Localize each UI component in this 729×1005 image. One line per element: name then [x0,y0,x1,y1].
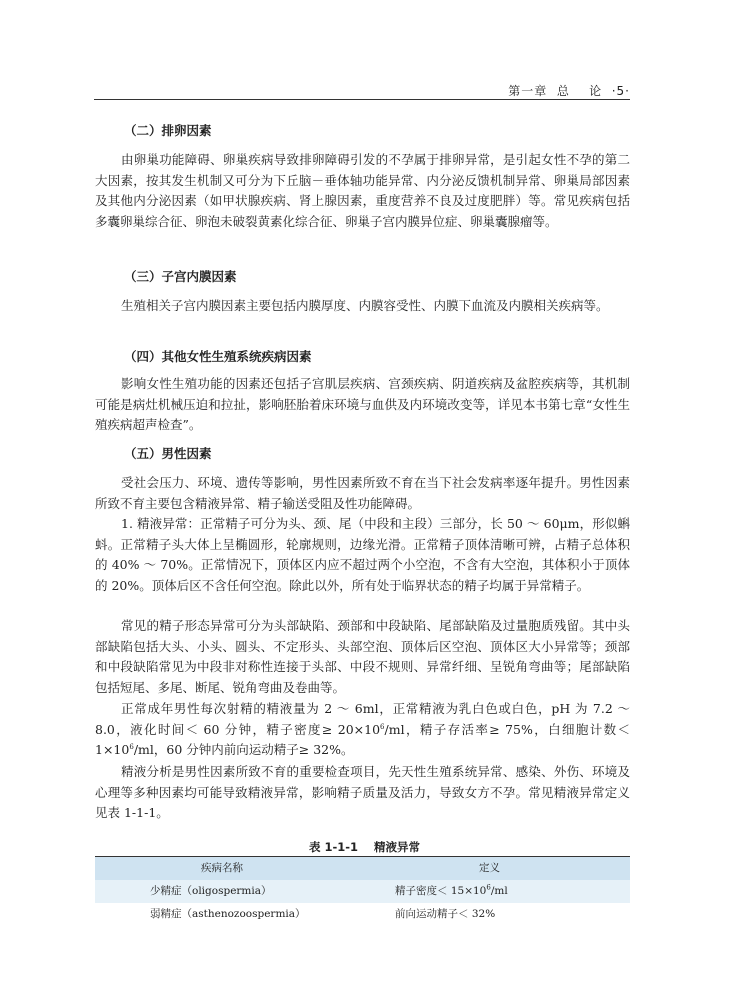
definition-text-a: 精子密度＜ 15×10 [395,885,487,897]
table-cell-definition [395,903,495,926]
paragraph-ovulation: 由卵巢功能障碍、卵巢疾病导致排卵障碍引发的不孕属于排卵异常，是引起女性不孕的第二大因素，按其发生机制又可分为下丘脑－垂体轴功能异常、内分泌反馈机制异常、卵巢局部因素及其他内分泌因素（如甲状腺疾病、肾上腺因素，重度营养不良及过度肥胖）等。常见疾病包括多囊卵巢综合征、卵泡未破裂黄素化综合征、卵巢子宫内膜异位症、卵巢囊腺瘤等。 [95,152,630,229]
paragraph-other-female: 影响女性生殖功能的因素还包括子宫肌层疾病、宫颈疾病、阴道疾病及盆腔疾病等，其机制可能是病灶机械压迫和拉扯，影响胚胎着床环境与血供及内环境改变等，详见本书第七章“女性生殖疾病超声检查”。 [95,376,630,433]
normal-semen-sup-2: 6 [129,743,134,752]
paragraph-semen-abnormality: 1. 精液异常：正常精子可分为头、颈、尾（中段和主段）三部分，长 50 ～ 60μm，形似蝌蚪。正常精子头大体上呈椭圆形，轮廓规则，边缘光滑。正常精子顶体清晰可辨，占精子总体积的 40% ～ 70%。正常情况下，顶体区内应不超过两个小空泡，不含有大空泡，其体积小于顶体的 20%。顶体后区不含任何空泡。除此以外，所有处于临界状态的精子均属于异常精子。 [95,516,630,593]
table-cell-name: 少精症（oligospermia） [150,885,272,897]
definition-sup: 6 [486,883,491,892]
paragraph-sperm-morphology: 常见的精子形态异常可分为头部缺陷、颈部和中段缺陷、尾部缺陷及过量胞质残留。其中头部缺陷包括大头、小头、圆头、不定形头、头部空泡、顶体后区空泡、顶体区大小异常等；颈部和中段缺陷常见为中段非对称性连接于头部、中段不规则、异常纤细、呈锐角弯曲等；尾部缺陷包括短尾、多尾、断尾、锐角弯曲及卷曲等。 [95,618,630,695]
paragraph-normal-semen [95,699,630,761]
paragraph-semen-analysis: 精液分析是男性因素所致不育的重要检查项目，先天性生殖系统异常、感染、外伤、环境及心理等多种因素均可能导致精液异常，影响精子质量及活力，导致女方不孕。常见精液异常定义见表 1-1-1。 [95,764,630,821]
normal-semen-text-b: /ml，精子存活率≥ 75%，白细胞计数＜ 1×10 [95,721,631,758]
table-header-definition: 定义 [479,862,500,874]
running-header [94,82,630,98]
section-heading-other-female: （四）其他女性生殖系统疾病因素 [124,349,312,364]
definition-text-a: 前向运动精子＜ 32% [395,908,496,920]
semen-abnormality-table [95,856,630,926]
normal-semen-text-a: 正常成年男性每次射精的精液量为 2 ～ 6ml，正常精液为乳白色或白色，pH 为 7.2 ～ 8.0，液化时间＜ 60 分钟，精子密度≥ 20×10 [95,701,630,737]
section-heading-endometrium: （三）子宫内膜因素 [124,269,237,284]
section-heading-male: （五）男性因素 [124,446,212,461]
definition-text-b: /ml [490,885,508,897]
section-heading-ovulation: （二）排卵因素 [124,123,212,138]
table-title: 表 1-1-1 精液异常 [308,840,421,854]
normal-semen-text-c: /ml，60 分钟内前向运动精子≥ 32%。 [133,742,354,758]
normal-semen-sup-1: 6 [380,722,385,731]
header-text: 第一章 总 论 ·5· [508,84,630,98]
paragraph-male-intro: 受社会压力、环境、遗传等影响，男性因素所致不育在当下社会发病率逐年提升。男性因素所致不育主要包含精液异常、精子输送受阻及性功能障碍。 [95,475,630,511]
paragraph-endometrium: 生殖相关子宫内膜因素主要包括内膜厚度、内膜容受性、内膜下血流及内膜相关疾病等。 [121,298,609,313]
table-cell-definition [395,880,508,903]
table-cell-name: 弱精症（asthenozoospermia） [150,908,306,920]
header-rule [94,99,630,100]
table-row [95,880,630,903]
table-row [95,903,630,926]
table-header-disease: 疾病名称 [201,862,243,874]
table-header-row [95,857,630,880]
